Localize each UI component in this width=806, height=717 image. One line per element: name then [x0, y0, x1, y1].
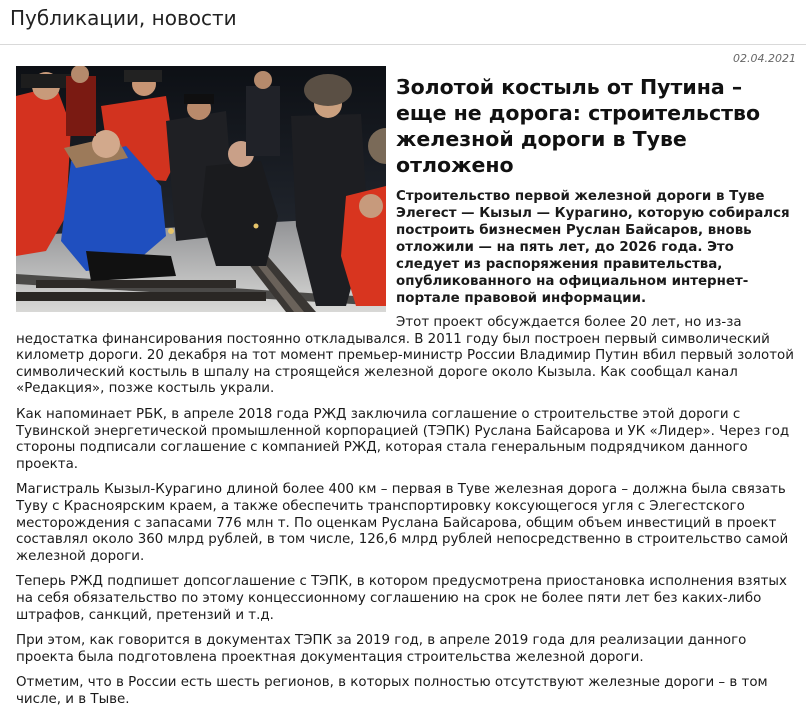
- article-lead: Строительство первой железной дороги в Туве Элегест — Кызыл — Курагино, которую собирался построить бизнесмен Руслан Байсаров, вновь отложили — на пять лет, до 2026 года. Это следует из распоряжения правительства, опубликованного на официальном интернет-портале правовой информации.: [396, 189, 790, 306]
- article: [16, 52, 796, 717]
- article-paragraph-2: Как напоминает РБК, в апреле 2018 года РЖД заключила соглашение о строительстве этой дороги с Тувинской энергетической промышленной корпорацией (ТЭПК) Руслана Байсарова и УК «Лидер». Через год стороны подписали соглашение с компанией РЖД, которая стала генеральным подрядчиком данного проекта.: [16, 406, 790, 472]
- article-title: Золотой костыль от Путина – еще не дорога: строительство железной дороги в Туве отложено: [396, 75, 761, 177]
- article-paragraph-4: Теперь РЖД подпишет допсоглашение с ТЭПК, в котором предусмотрена приостановка исполнения взятых на себя обязательство по этому концессионному соглашению на срок не более пяти лет без каких-либо штрафов, санкций, претензий и т.д.: [16, 574, 787, 623]
- section-title: Публикации, новости: [10, 6, 237, 30]
- article-paragraph-6: Отметим, что в России есть шесть регионов, в которых полностью отсутствуют железные дороги – в том числе, и в Тыве.: [16, 675, 768, 707]
- news-photo-icon: [16, 66, 386, 312]
- article-paragraph-3: Магистраль Кызыл-Курагино длиной более 400 км – первая в Туве железная дорога – должна была связать Туву с Красноярским краем, а также обеспечить транспортировку коксующегося угля с Элегестского месторождения с запасами 776 млн т. По оценкам Руслана Байсарова, общим объем инвестиций в проект составлял около 360 млрд рублей, в том числе, 126,6 млрд рублей непосредственно в строительство самой железной дороги.: [16, 482, 789, 564]
- article-paragraph-5: При этом, как говорится в документах ТЭПК за 2019 год, в апреле 2019 года для реализации данного проекта была подготовлена проектная документация строительства железной дороги.: [16, 633, 747, 665]
- article-paragraph-1: Этот проект обсуждается более 20 лет, но из-за недостатка финансирования постоянно откладывался. В 2011 году был построен первый символический километр дороги. 20 декабря на тот момент премьер-министр России Владимир Путин вбил первый золотой символический костыль в шпалу на строящейся железной дороге около Кызыла. Как сообщал канал «Редакция», позже костыль украли.: [16, 315, 794, 397]
- article-photo[interactable]: [16, 66, 386, 312]
- article-date: 02.04.2021: [733, 52, 796, 65]
- section-header: [0, 0, 806, 45]
